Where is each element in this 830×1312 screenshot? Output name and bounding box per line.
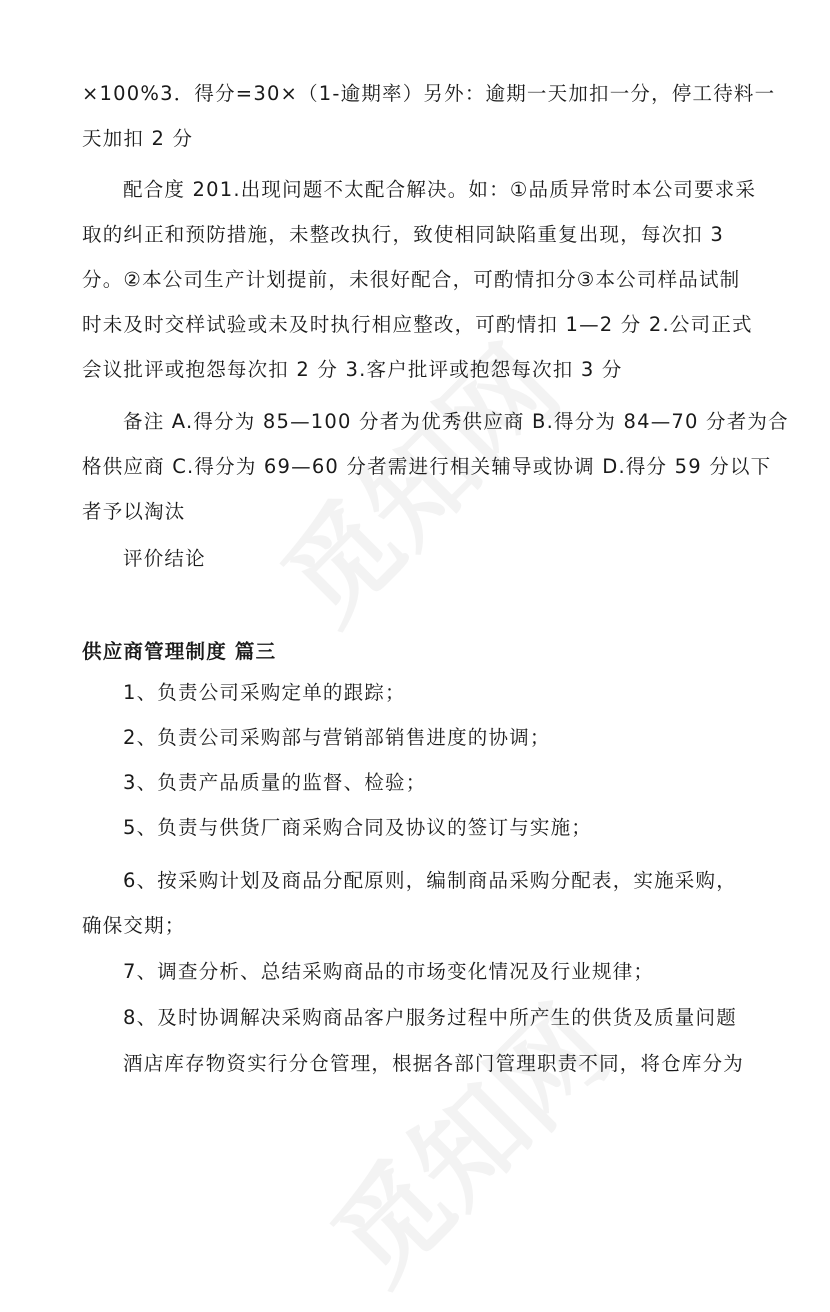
text-line: 酒店库存物资实行分仓管理，根据各部门管理职责不同，将仓库分为 bbox=[123, 1052, 745, 1075]
list-item: 7、调查分析、总结采购商品的市场变化情况及行业规律； bbox=[123, 960, 655, 983]
list-item: 3、负责产品质量的监督、检验； bbox=[123, 771, 427, 794]
duty-list bbox=[82, 670, 752, 850]
text-line: 评价结论 bbox=[123, 547, 206, 570]
warehouse-paragraph bbox=[82, 1041, 752, 1086]
list-item: 2、负责公司采购部与营销部销售进度的协调； bbox=[123, 726, 551, 749]
text-line: 取的纠正和预防措施，未整改执行，致使相同缺陷重复出现，每次扣 3 bbox=[82, 223, 725, 246]
list-item: 5、负责与供货厂商采购合同及协议的签订与实施； bbox=[123, 816, 593, 839]
text-line: 会议批评或抱怨每次扣 2 分 3.客户批评或抱怨每次扣 3 分 bbox=[82, 358, 623, 381]
top-continuation bbox=[82, 71, 776, 161]
text-line: 分。②本公司生产计划提前，未很好配合，可酌情扣分③本公司样品试制 bbox=[82, 268, 741, 291]
list-item-7 bbox=[82, 949, 752, 994]
remarks-paragraph bbox=[82, 399, 789, 534]
list-item: 8、及时协调解决采购商品客户服务过程中所产生的供货及质量问题 bbox=[123, 1006, 737, 1029]
list-item: 6、按采购计划及商品分配原则，编制商品采购分配表，实施采购， bbox=[123, 869, 737, 892]
text-line: 天加扣 2 分 bbox=[82, 127, 194, 150]
list-item-6 bbox=[82, 858, 752, 948]
text-line: 配合度 201.出现问题不太配合解决。如：①品质异常时本公司要求采 bbox=[123, 178, 757, 201]
section-heading: 供应商管理制度 篇三 bbox=[82, 640, 277, 663]
text-line: ×100%3．得分=30×（1-逾期率）另外：逾期一天加扣一分，停工待料一 bbox=[82, 82, 776, 105]
list-item: 1、负责公司采购定单的跟踪； bbox=[123, 681, 406, 704]
text-line: 时未及时交样试验或未及时执行相应整改，可酌情扣 1—2 分 2.公司正式 bbox=[82, 313, 753, 336]
text-line: 备注 A.得分为 85—100 分者为优秀供应商 B.得分为 84—70 分者为合 bbox=[123, 410, 789, 433]
evaluation-conclusion bbox=[82, 536, 752, 581]
cooperation-paragraph bbox=[82, 167, 757, 392]
text-line: 者予以淘汰 bbox=[82, 500, 186, 523]
text-line: 确保交期； bbox=[82, 914, 186, 937]
text-line: 格供应商 C.得分为 69—60 分者需进行相关辅导或协调 D.得分 59 分以下 bbox=[82, 455, 772, 478]
list-item-8 bbox=[82, 995, 752, 1040]
